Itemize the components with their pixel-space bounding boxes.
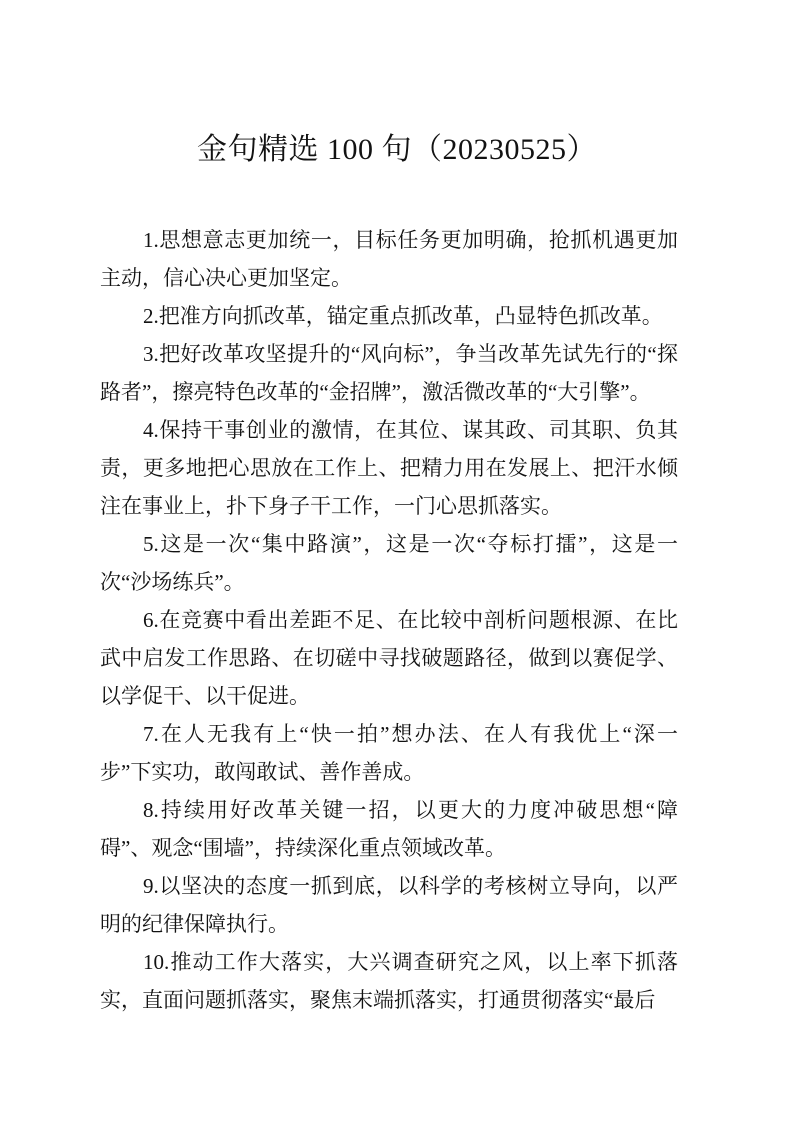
paragraph: 8.持续用好改革关键一招，以更大的力度冲破思想“障碍”、观念“围墙”，持续深化重点领域改革。 (100, 798, 678, 860)
document-body (100, 221, 678, 1019)
paragraph: 5.这是一次“集中路演”，这是一次“夺标打擂”，这是一次“沙场练兵”。 (100, 532, 678, 594)
document-title: 金句精选 100 句（20230525） (197, 133, 597, 166)
paragraph: 2.把准方向抓改革，锚定重点抓改革，凸显特色抓改革。 (143, 304, 663, 328)
paragraph: 1.思想意志更加统一，目标任务更加明确，抢抓机遇更加主动，信心决心更加坚定。 (100, 228, 678, 290)
paragraph: 4.保持干事创业的激情，在其位、谋其政、司其职、负其责，更多地把心思放在工作上、把精力用在发展上、把汗水倾注在事业上，扑下身子干工作，一门心思抓落实。 (100, 418, 678, 518)
paragraph: 9.以坚决的态度一抓到底，以科学的考核树立导向，以严明的纪律保障执行。 (100, 874, 678, 936)
paragraph: 6.在竞赛中看出差距不足、在比较中剖析问题根源、在比武中启发工作思路、在切磋中寻找破题路径，做到以赛促学、以学促干、以干促进。 (100, 608, 678, 708)
paragraph: 10.推动工作大落实，大兴调查研究之风，以上率下抓落实，直面问题抓落实，聚焦末端抓落实，打通贯彻落实“最后 (100, 950, 678, 1012)
paragraph: 3.把好改革攻坚提升的“风向标”，争当改革先试先行的“探路者”，擦亮特色改革的“金招牌”，激活微改革的“大引擎”。 (100, 342, 678, 404)
paragraph: 7.在人无我有上“快一拍”想办法、在人有我优上“深一步”下实功，敢闯敢试、善作善成。 (100, 722, 678, 784)
